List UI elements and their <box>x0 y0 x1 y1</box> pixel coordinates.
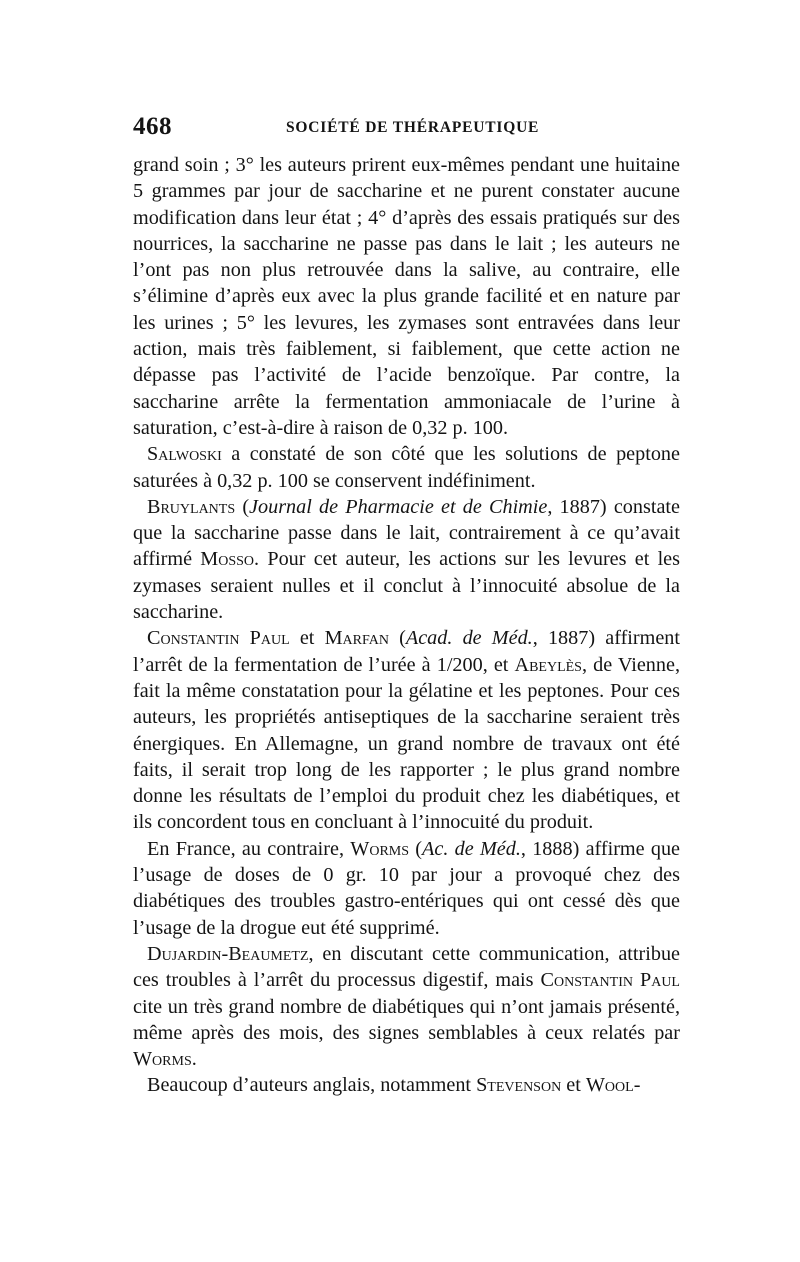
author-name: Stevenson <box>476 1074 562 1097</box>
author-name: Worms <box>133 1048 192 1071</box>
author-name: Constantin Paul <box>147 627 290 650</box>
page-number: 468 <box>133 113 172 140</box>
author-name: Abeylès <box>514 653 582 676</box>
text-fragment: , en discutant cette communication, attribue ces troubles à l’arrêt du processus digestif, mais <box>133 942 680 992</box>
text-fragment: cite un très grand nombre de diabétiques qui n’ont jamais présenté, même après des mois, des signes semblables à ceux relatés par <box>133 995 680 1044</box>
page-header <box>133 113 680 145</box>
paragraph-text: , 1888) affirme que l’usage de doses de 0 gr. 10 par jour a provoqué chez des diabétiques des troubles gastro-entériques qui ont cessé dès que l’usage de la drogue eut été supprimé. <box>133 837 681 939</box>
paragraph <box>133 625 680 835</box>
text-fragment: , 1887) affirment l’arrêt de la fermentation de l’urée à 1/200, et <box>133 627 680 676</box>
paragraph <box>133 836 680 941</box>
author-name: Worms <box>350 837 410 860</box>
running-head: SOCIÉTÉ DE THÉRAPEUTIQUE <box>286 119 540 136</box>
text-fragment: ( <box>409 837 423 860</box>
text-fragment: ( <box>388 627 406 650</box>
paragraph <box>133 441 680 494</box>
author-name: Bruylants <box>147 495 236 518</box>
journal-citation: Acad. de Méd. <box>405 627 533 650</box>
journal-citation: Journal de Pharmacie et de Chimie <box>249 495 548 518</box>
paragraph <box>133 494 680 625</box>
text-fragment: En France, au contraire, <box>147 837 351 860</box>
paragraph <box>133 941 680 1072</box>
author-name: Wool- <box>585 1074 641 1097</box>
text-fragment: ( <box>235 495 250 518</box>
paragraph <box>133 1072 680 1098</box>
paragraph-text: . <box>191 1048 197 1071</box>
author-name: Salwoski <box>147 443 222 466</box>
text-fragment: et <box>289 627 325 650</box>
text-fragment: Beaucoup d’auteurs anglais, notamment <box>147 1074 477 1097</box>
paragraph-text: grand soin ; 3° les auteurs prirent eux-mêmes pendant une huitaine 5 grammes par jour de saccharine et ne purent constater aucune modification dans leur état ; 4° d’après des essais pratiqués sur des nourrices, la saccharine ne passe pas dans le lait ; les auteurs ne l’ont pas non plus retrouvée dans la salive, au contraire, elle s’élimine d’après eux avec la plus grande facilité et en nature par les urines ; 5° les levures, les zymases sont entravées dans leur action, mais très faiblement, si faiblement, que cette action ne dépasse pas l’activité de l’acide benzoïque. Par contre, la saccharine arrête la fermentation ammoniacale de l’urine à saturation, c’est-à-dire à raison de 0,32 p. 100. <box>133 154 680 439</box>
journal-citation: Ac. de Méd. <box>422 837 521 860</box>
text-fragment: et <box>561 1074 586 1097</box>
paragraph-text: a constaté de son côté que les solutions de peptone saturées à 0,32 p. 100 se conservent indéfiniment. <box>133 443 680 492</box>
paragraph-text: , de Vienne, fait la même constatation pour la gélatine et les peptones. Pour ces auteurs, les propriétés antiseptiques de la saccharine seraient très énergiques. En Allemagne, un grand nombre de travaux ont été faits, il serait trop long de les rapporter ; le plus grand nombre donne les résultats de l’emploi du produit chez les diabétiques, et ils concordent tous en concluant à l’innocuité du produit. <box>133 653 680 834</box>
text-fragment: , 1887) constate que la saccharine passe dans le lait, contrairement à ce qu’avait affirmé <box>133 495 680 571</box>
paragraph-text: . Pour cet auteur, les actions sur les levures et les zymases seraient nulles et il conclut à l’innocuité absolue de la saccharine. <box>133 548 680 624</box>
author-name: Constantin Paul <box>540 969 680 992</box>
paragraph <box>133 152 680 441</box>
author-name: Mosso <box>200 548 255 571</box>
author-name: Dujardin-Beaumetz <box>147 942 309 965</box>
author-name: Marfan <box>324 627 389 650</box>
body-text <box>133 152 680 1099</box>
